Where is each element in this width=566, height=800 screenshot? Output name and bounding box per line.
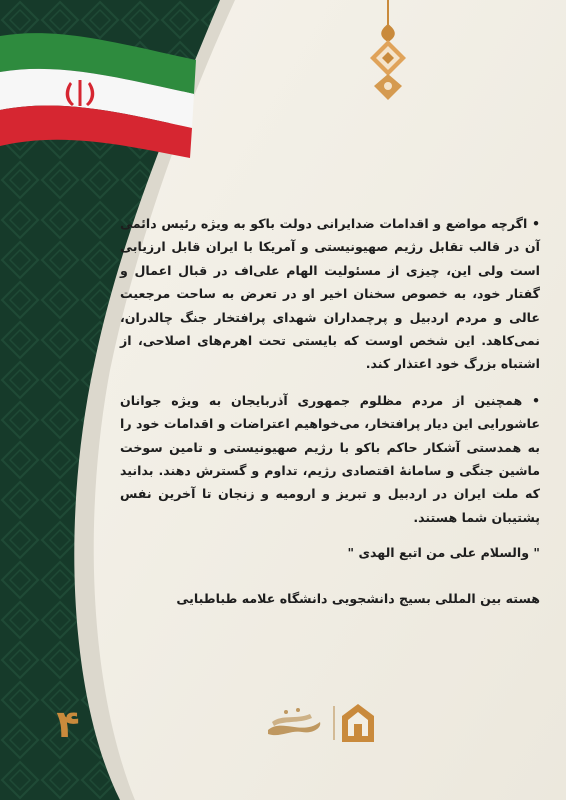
signature: هسته بین المللی بسیج دانشجویی دانشگاه علامه طباطبایی xyxy=(176,591,540,607)
closing-salutation: " والسلام علی من اتبع الهدی " xyxy=(347,545,540,561)
statement-body xyxy=(120,212,540,610)
statement-paragraph-1: • اگرچه مواضع و اقدامات ضدایرانی دولت باکو به ویژه رئیس دائمی آن در قالب تقابل رژیم صهیونیستی و آمریکا با ایران قابل ارزیابی است ولی این، چیزی از مسئولیت الهام علی‌اف در قبال اعمال و گفتار خود، به خصوص سخنان اخیر او در تعرض به ساحت مرجعیت عالی و مردم اردبیل و پرچمداران شهدای پرافتخار جنگ چالدران، نمی‌کاهد. این شخص اوست که بایستی تحت اهرم‌های اصلاحی، از اشتباه بزرگ خود اعتذار کند. xyxy=(120,216,540,372)
statement-paragraph-2: • همچنین از مردم مظلوم جمهوری آذربایجان به ویژه جوانان عاشورایی این دیار پرافتخار، می‌خواهیم اعتراضات و اقدامات خود را به همدستی آشکار حاکم باکو با رژیم صهیونیستی و تامین سوخت ماشین جنگی و سامانهٔ اقتصادی رژیم، تداوم و گسترش دهند. بدانید که ملت ایران در اردبیل و تبریز و ارومیه و زنجان تا آخرین نفس پشتیبان شما هستند. xyxy=(120,392,540,525)
iran-flag-icon xyxy=(0,32,200,160)
page-number: ۴ xyxy=(56,702,80,746)
hanging-ornament-icon xyxy=(366,0,410,104)
basij-university-logo-icon xyxy=(262,700,384,746)
